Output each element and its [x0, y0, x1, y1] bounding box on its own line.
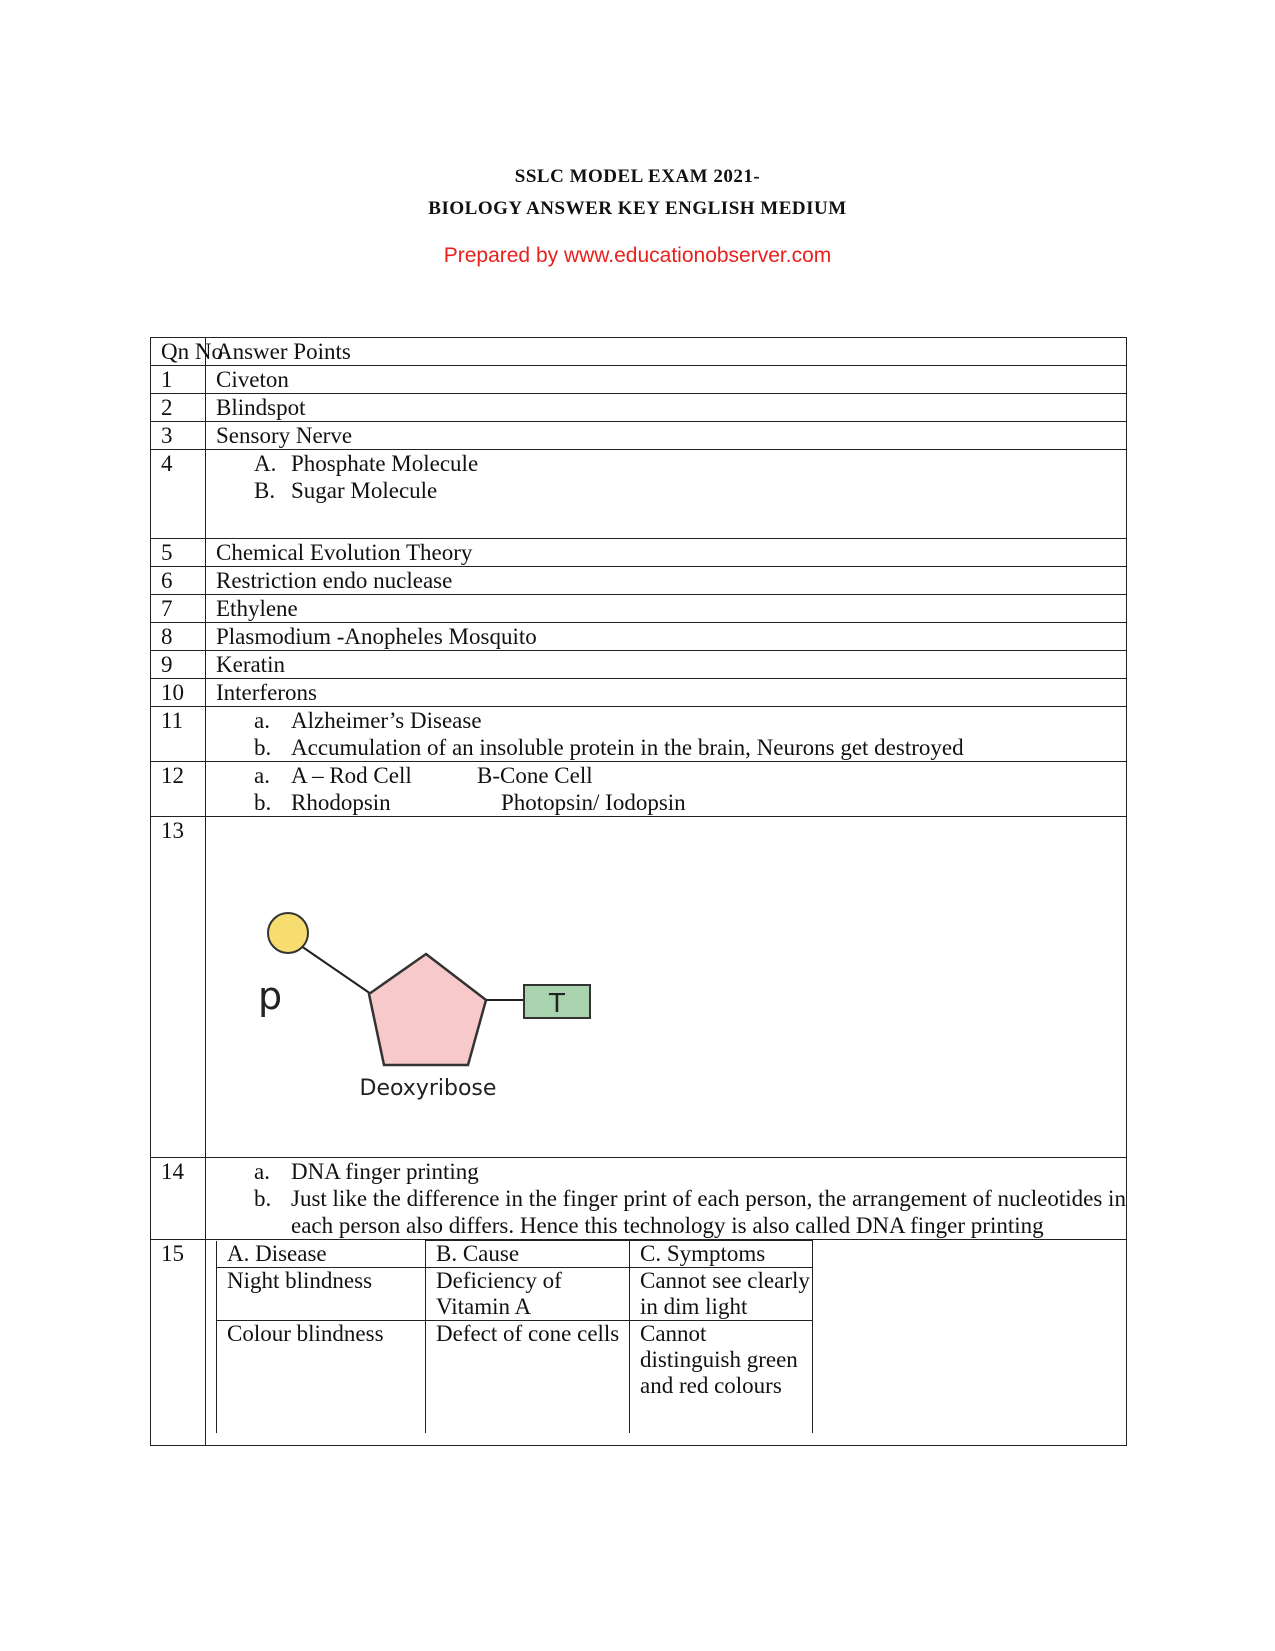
table-row	[151, 651, 1127, 679]
answer-cell	[206, 707, 1127, 762]
answer-cell	[206, 762, 1127, 817]
table-row	[151, 366, 1127, 394]
table-row	[151, 595, 1127, 623]
answer-item: a. Alzheimer’s Disease	[254, 708, 482, 733]
answer-cell	[206, 450, 1127, 539]
qn-cell: 15	[151, 1240, 206, 1446]
qn-cell: 4	[151, 450, 206, 539]
qn-cell: 13	[151, 817, 206, 1158]
qn-cell: 10	[151, 679, 206, 707]
table-row	[151, 1158, 1127, 1240]
qn-cell: 11	[151, 707, 206, 762]
prepared-by-link[interactable]: Prepared by www.educationobserver.com	[443, 244, 832, 267]
phosphate-circle	[268, 913, 308, 953]
qn-cell: 14	[151, 1158, 206, 1240]
exam-title: SSLC MODEL EXAM 2021-	[514, 166, 761, 187]
qn-cell: 5	[151, 539, 206, 567]
answer-item: b. Rhodopsin Photopsin/ Iodopsin	[254, 790, 686, 815]
table-row	[151, 567, 1127, 595]
answer-item: B. Sugar Molecule	[254, 478, 438, 503]
qn-cell: 2	[151, 394, 206, 422]
answer-cell: Interferons	[206, 679, 1127, 707]
answer-item: b. Just like the difference in the finger print of each person, the arrangement of nucleotides in each person also differs. Hence this technology is also called DNA finger printing	[254, 1186, 1126, 1238]
answer-cell: Sensory Nerve	[206, 422, 1127, 450]
answer-cell: Civeton	[206, 366, 1127, 394]
table-row	[151, 623, 1127, 651]
table-row	[151, 394, 1127, 422]
answer-item: b. Accumulation of an insoluble protein in the brain, Neurons get destroyed	[254, 735, 964, 760]
base-label: T	[549, 989, 565, 1019]
qn-cell: 1	[151, 366, 206, 394]
qn-cell: 12	[151, 762, 206, 817]
answer-cell	[206, 1158, 1127, 1240]
table-row	[151, 539, 1127, 567]
subtable-row	[217, 1268, 813, 1321]
exam-subtitle: BIOLOGY ANSWER KEY ENGLISH MEDIUM	[428, 198, 847, 219]
answer-item: a. A – Rod Cell B-Cone Cell	[254, 763, 593, 788]
qn-cell: 8	[151, 623, 206, 651]
subtable-row	[217, 1321, 813, 1433]
qn-cell: 6	[151, 567, 206, 595]
header-qn: Qn No	[151, 338, 206, 366]
answer-cell: Chemical Evolution Theory	[206, 539, 1127, 567]
answer-key-table	[150, 337, 1127, 1446]
answer-cell: Plasmodium -Anopheles Mosquito	[206, 623, 1127, 651]
disease-subtable	[216, 1240, 813, 1433]
table-row	[151, 817, 1127, 1158]
table-row	[151, 450, 1127, 539]
answer-cell: Keratin	[206, 651, 1127, 679]
subtable-header-row	[217, 1241, 813, 1268]
phosphate-label: p	[258, 974, 283, 1018]
subtable-cell: Cannot distinguish green and red colours	[630, 1321, 813, 1433]
subtable-header: C. Symptoms	[630, 1241, 813, 1268]
qn-cell: 3	[151, 422, 206, 450]
subtable-header: B. Cause	[426, 1241, 630, 1268]
subtable-cell: Cannot see clearly in dim light	[630, 1268, 813, 1321]
table-row	[151, 762, 1127, 817]
table-header-row	[151, 338, 1127, 366]
qn-cell: 9	[151, 651, 206, 679]
qn-cell: 7	[151, 595, 206, 623]
subtable-cell: Colour blindness	[217, 1321, 426, 1433]
answer-cell: Blindspot	[206, 394, 1127, 422]
subtable-cell: Night blindness	[217, 1268, 426, 1321]
sugar-label: Deoxyribose	[359, 1076, 497, 1101]
nucleotide-diagram	[236, 857, 616, 1117]
answer-cell	[206, 1240, 1127, 1446]
answer-cell: Ethylene	[206, 595, 1127, 623]
table-row	[151, 422, 1127, 450]
table-row	[151, 707, 1127, 762]
table-row	[151, 1240, 1127, 1446]
answer-item: A. Phosphate Molecule	[254, 451, 479, 476]
answer-cell	[206, 817, 1127, 1158]
subtable-cell: Defect of cone cells	[426, 1321, 630, 1433]
answer-cell: Restriction endo nuclease	[206, 567, 1127, 595]
table-row	[151, 679, 1127, 707]
answer-item: a. DNA finger printing	[254, 1159, 479, 1184]
subtable-header: A. Disease	[217, 1241, 426, 1268]
sugar-pentagon	[369, 954, 486, 1065]
subtable-cell: Deficiency of Vitamin A	[426, 1268, 630, 1321]
header-answer: Answer Points	[206, 338, 1127, 366]
